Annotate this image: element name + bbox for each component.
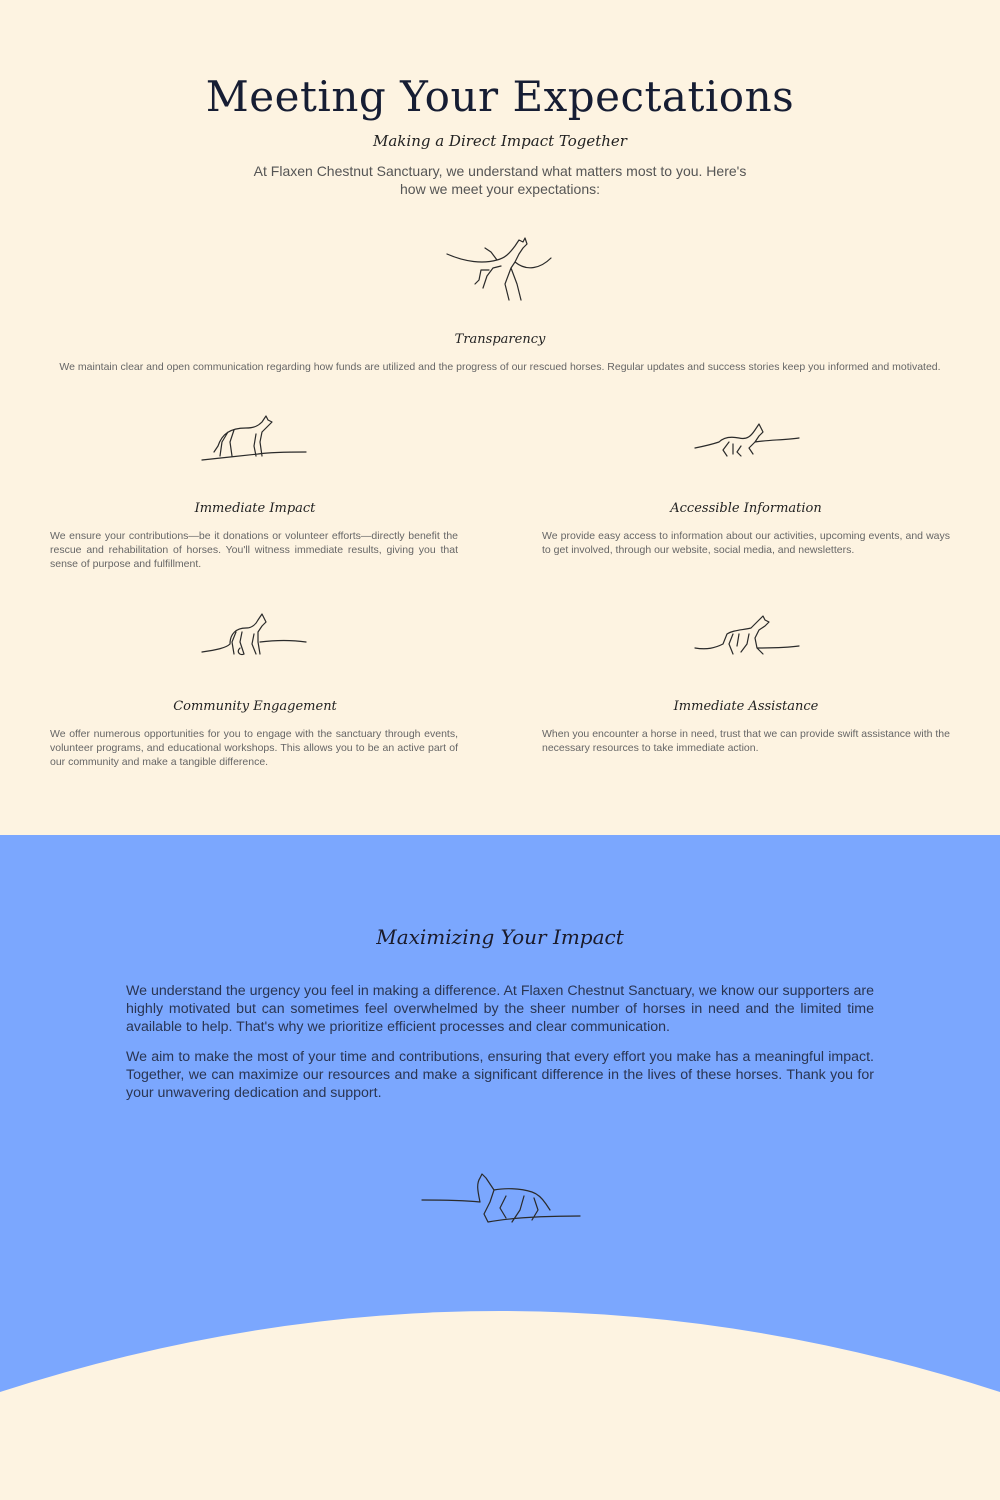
impact-title: Maximizing Your Impact xyxy=(376,925,624,949)
feature-text-transparency: We maintain clear and open communication regarding how funds are utilized and the progress of our rescued horses. Regular updates and success stories keep you informed and motivated. xyxy=(59,361,941,373)
page-subtitle: Making a Direct Impact Together xyxy=(373,132,627,150)
feature-title-community-engagement: Community Engagement xyxy=(173,699,337,714)
feature-title-accessible-information: Accessible Information xyxy=(670,501,822,516)
bottom-curve xyxy=(0,1300,1000,1500)
horse-line-art-icon xyxy=(200,412,308,464)
feature-text-immediate-impact: We ensure your contributions—be it donations or volunteer efforts—directly benefit the rescue and rehabilitation of horses. You'll witness immediate results, giving you that sense of purpose and fulfillment. xyxy=(50,530,458,570)
intro-text: At Flaxen Chestnut Sanctuary, we understand what matters most to you. Here's how we meet your expectations: xyxy=(253,163,747,197)
impact-paragraph: We understand the urgency you feel in making a difference. At Flaxen Chestnut Sanctuary, we know our supporters are highly motivated but can sometimes feel overwhelmed by the sheer number of horses in need and the limited time available to help. That's why we prioritize efficient processes and clear communication. xyxy=(126,983,874,1035)
feature-title-immediate-assistance: Immediate Assistance xyxy=(673,699,819,714)
horse-line-art-icon xyxy=(693,612,801,660)
feature-text-immediate-assistance: When you encounter a horse in need, trust that we can provide swift assistance with the necessary resources to take immediate action. xyxy=(542,728,950,754)
page-title: Meeting Your Expectations xyxy=(205,72,795,121)
feature-text-accessible-information: We provide easy access to information about our activities, upcoming events, and ways to get involved, through our website, social media, and newsletters. xyxy=(542,530,950,556)
horse-line-art-icon xyxy=(200,612,308,660)
feature-title-immediate-impact: Immediate Impact xyxy=(194,501,316,516)
horse-line-art-icon xyxy=(445,232,555,304)
feature-title-transparency: Transparency xyxy=(454,332,546,347)
feature-text-community-engagement: We offer numerous opportunities for you to engage with the sanctuary through events, volunteer programs, and educational workshops. This allows you to be an active part of our community and make a tangible difference. xyxy=(50,728,458,768)
horse-line-art-icon xyxy=(420,1170,580,1230)
horse-line-art-icon xyxy=(693,418,801,460)
impact-paragraph: We aim to make the most of your time and contributions, ensuring that every effort you make has a meaningful impact. Together, we can maximize our resources and make a significant difference in the lives of these horses. Thank you for your unwavering dedication and support. xyxy=(126,1049,874,1101)
